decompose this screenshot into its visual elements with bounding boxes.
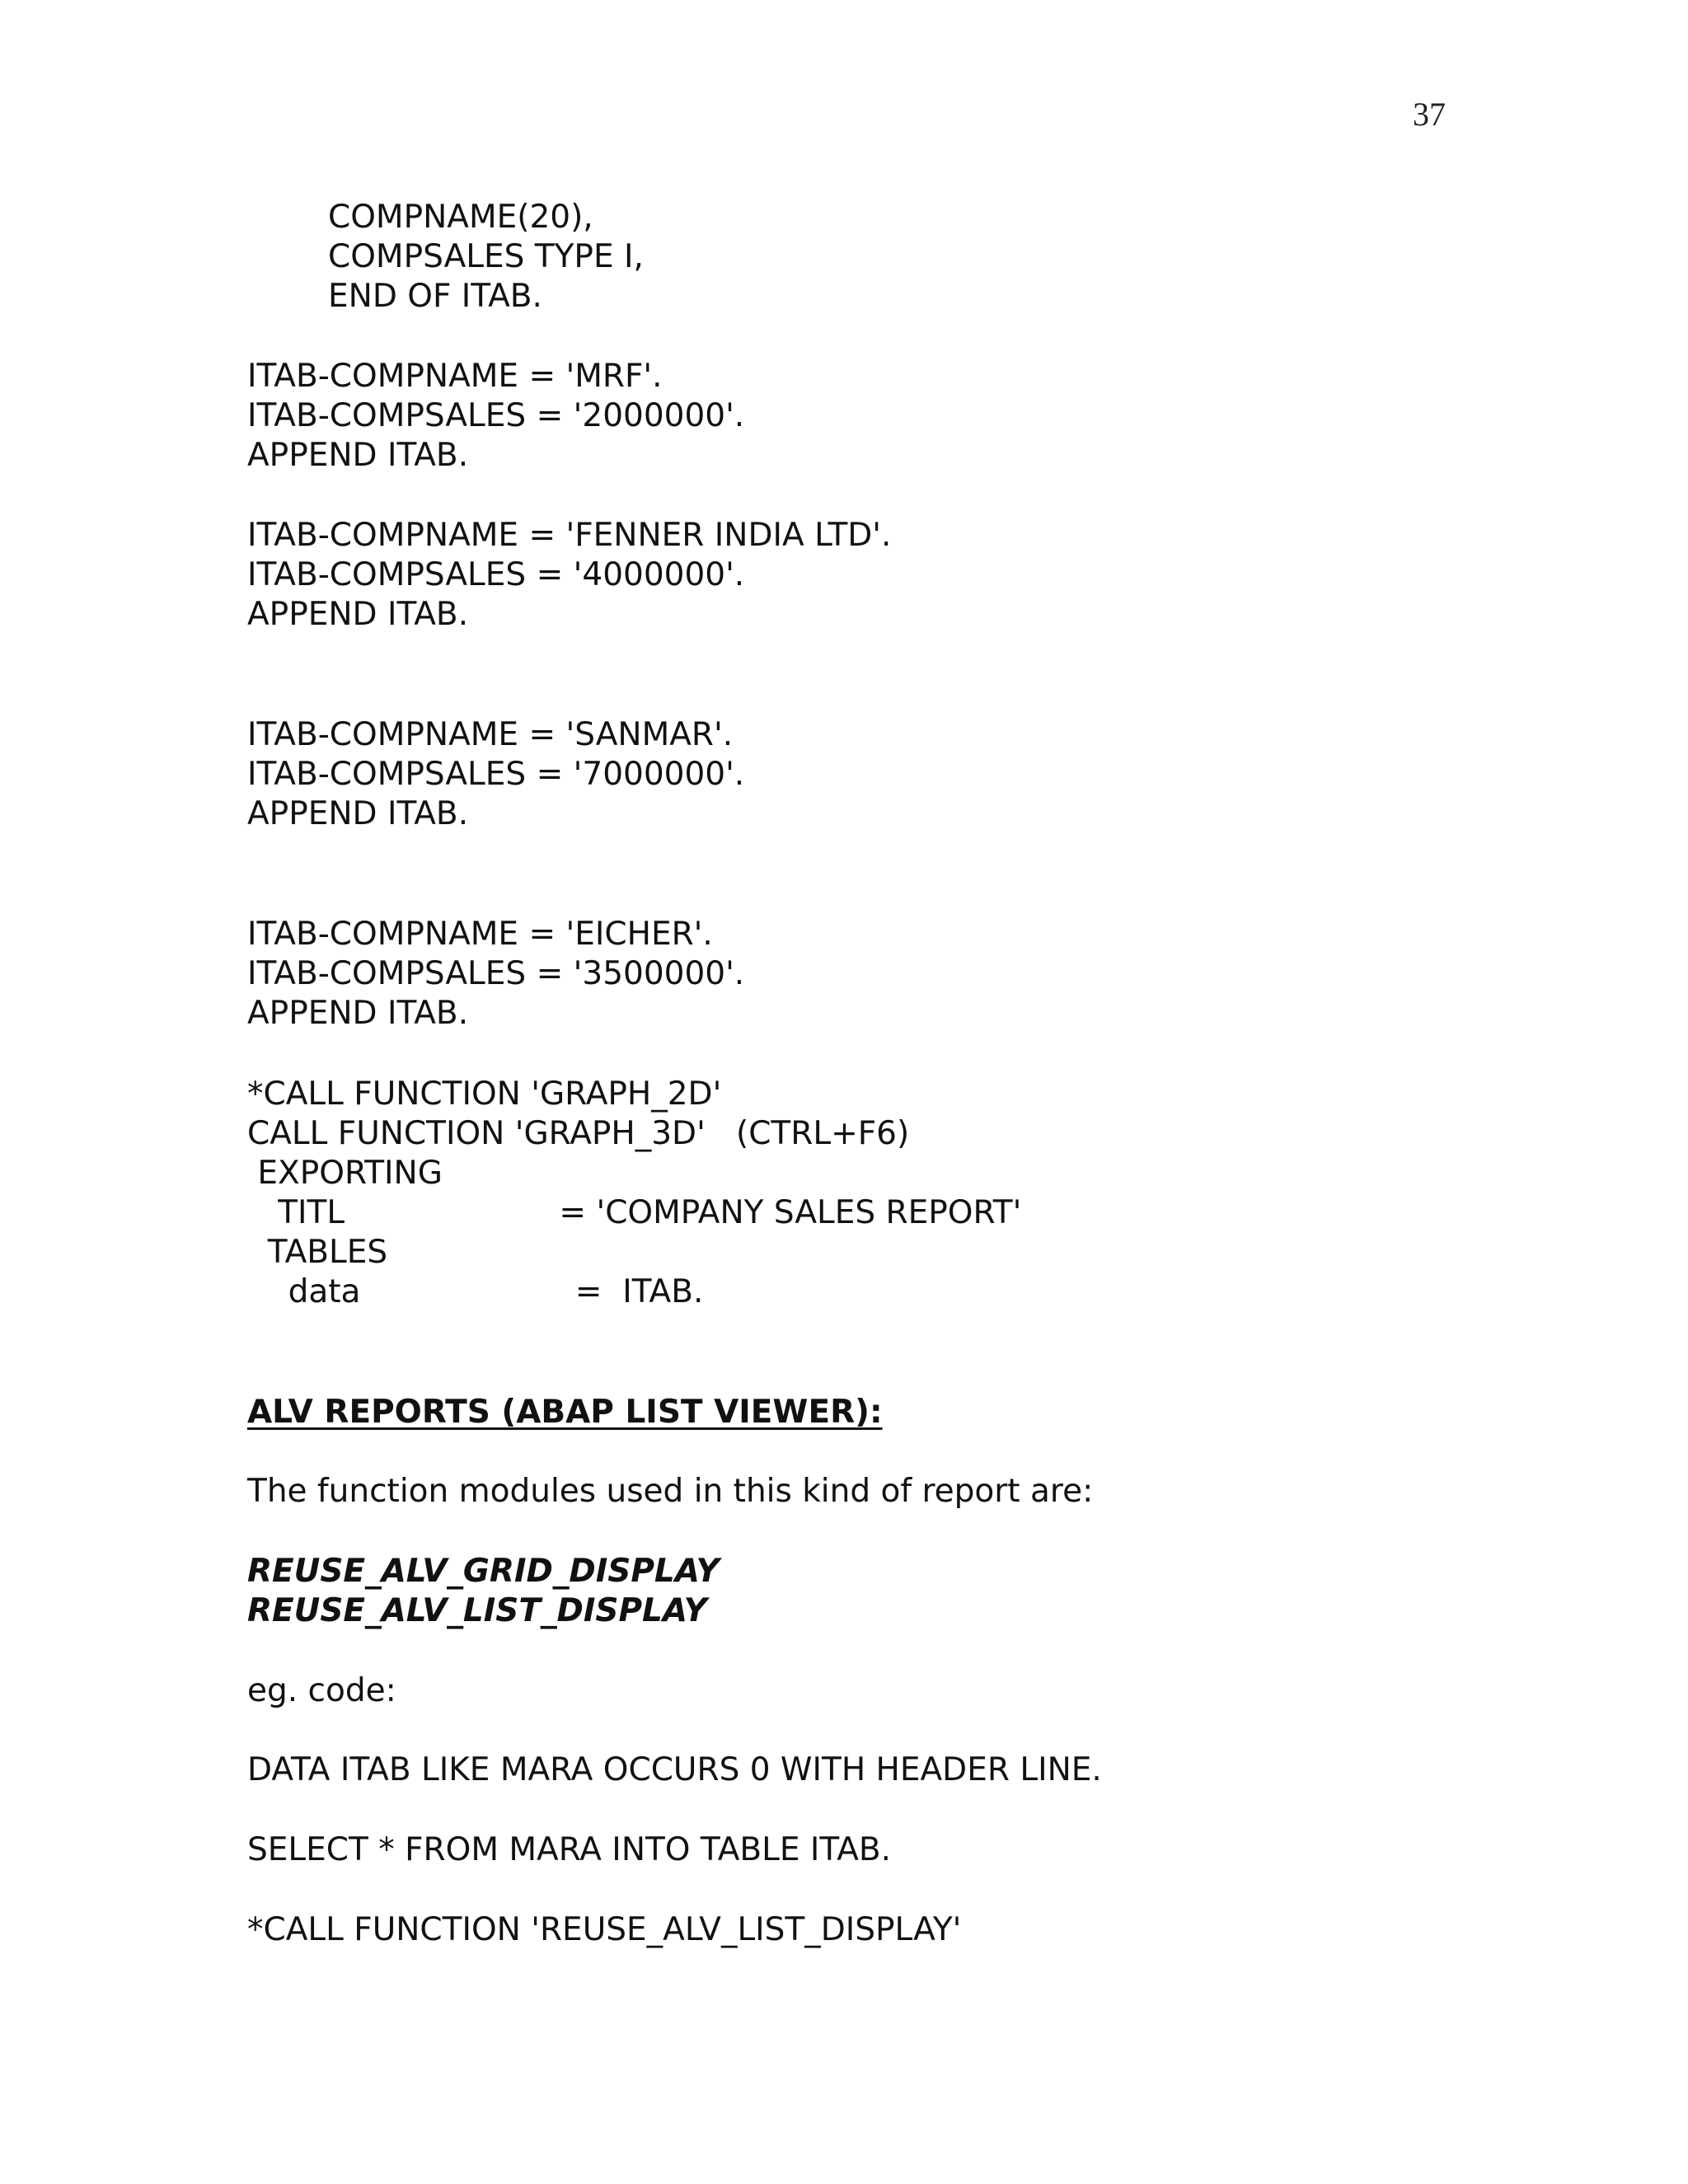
code-line: COMPSALES TYPE I, [328, 238, 644, 275]
code-line: CALL FUNCTION 'GRAPH_3D' (CTRL+F6) [247, 1115, 910, 1152]
code-line: ITAB-COMPNAME = 'MRF'. [247, 358, 663, 395]
intro-paragraph: The function modules used in this kind of report are: [247, 1473, 1094, 1510]
code-line: APPEND ITAB. [247, 795, 469, 832]
code-line: APPEND ITAB. [247, 596, 469, 633]
code-line: ITAB-COMPSALES = '3500000'. [247, 955, 745, 992]
function-module-name: REUSE_ALV_LIST_DISPLAY [247, 1592, 707, 1629]
code-line: TABLES [247, 1234, 388, 1271]
example-label: eg. code: [247, 1672, 396, 1709]
code-line: *CALL FUNCTION 'GRAPH_2D' [247, 1076, 722, 1113]
code-line: *CALL FUNCTION 'REUSE_ALV_LIST_DISPLAY' [247, 1911, 962, 1948]
code-line: ITAB-COMPSALES = '4000000'. [247, 556, 745, 593]
function-module-name: REUSE_ALV_GRID_DISPLAY [247, 1553, 720, 1590]
code-line: data = ITAB. [247, 1273, 704, 1310]
code-line: COMPNAME(20), [328, 199, 593, 236]
code-line: END OF ITAB. [328, 278, 542, 315]
code-line: TITL = 'COMPANY SALES REPORT' [247, 1194, 1022, 1231]
code-line: DATA ITAB LIKE MARA OCCURS 0 WITH HEADER LINE. [247, 1751, 1102, 1788]
code-line: ITAB-COMPSALES = '2000000'. [247, 397, 745, 434]
section-heading: ALV REPORTS (ABAP LIST VIEWER): [247, 1394, 883, 1431]
code-line: ITAB-COMPNAME = 'FENNER INDIA LTD'. [247, 517, 892, 554]
code-line: EXPORTING [247, 1155, 443, 1192]
page-number: 37 [1413, 96, 1446, 133]
code-line: APPEND ITAB. [247, 995, 469, 1032]
code-line: ITAB-COMPNAME = 'EICHER'. [247, 916, 713, 953]
code-line: SELECT * FROM MARA INTO TABLE ITAB. [247, 1831, 892, 1868]
code-line: APPEND ITAB. [247, 437, 469, 474]
code-line: ITAB-COMPNAME = 'SANMAR'. [247, 716, 734, 753]
code-line: ITAB-COMPSALES = '7000000'. [247, 756, 745, 793]
